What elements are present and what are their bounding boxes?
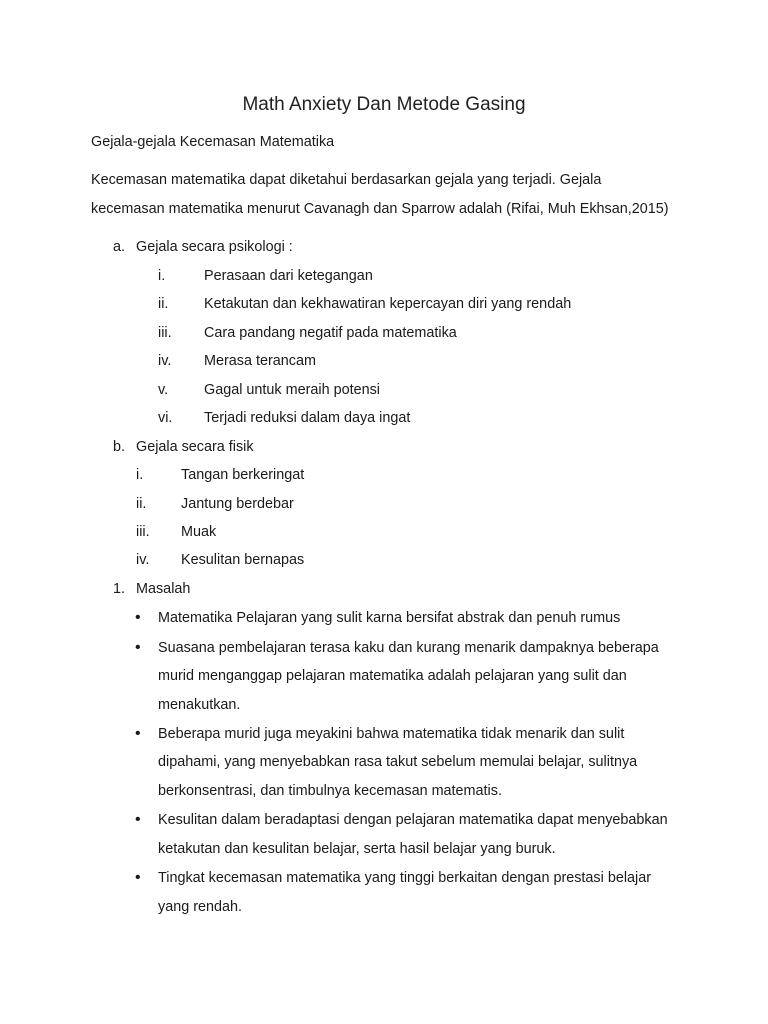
list-item: Ketakutan dan kekhawatiran kepercayan diri yang rendah (204, 296, 572, 312)
subheading: Gejala-gejala Kecemasan Matematika (91, 134, 335, 150)
document-title: Math Anxiety Dan Metode Gasing (242, 94, 526, 115)
bullet-text: ketakutan dan kesulitan belajar, serta hasil belajar yang buruk. (158, 841, 556, 857)
bullet-icon: • (135, 609, 141, 626)
list-marker: ii. (136, 496, 147, 512)
list-item: Gagal untuk meraih potensi (204, 382, 380, 398)
bullet-text: dipahami, yang menyebabkan rasa takut sebelum memulai belajar, sulitnya (158, 754, 638, 770)
bullet-text: Beberapa murid juga meyakini bahwa matematika tidak menarik dan sulit (158, 726, 625, 742)
intro-line-2: kecemasan matematika menurut Cavanagh dan Sparrow adalah (Rifai, Muh Ekhsan,2015) (91, 201, 669, 217)
list-marker: iv. (136, 552, 150, 568)
section-b-label: Gejala secara fisik (136, 439, 254, 455)
list-item: Cara pandang negatif pada matematika (204, 325, 457, 341)
bullet-icon: • (135, 639, 141, 656)
list-marker-1: 1. (113, 581, 126, 597)
list-marker: ii. (158, 296, 169, 312)
intro-line-1: Kecemasan matematika dapat diketahui berdasarkan gejala yang terjadi. Gejala (91, 172, 602, 188)
bullet-text: yang rendah. (158, 899, 243, 915)
bullet-text: Kesulitan dalam beradaptasi dengan pelajaran matematika dapat menyebabkan (158, 812, 668, 828)
section-1-label: Masalah (136, 581, 191, 597)
list-marker: vi. (158, 410, 173, 426)
list-item: Terjadi reduksi dalam daya ingat (204, 410, 411, 426)
bullet-text: murid menganggap pelajaran matematika adalah pelajaran yang sulit dan (158, 668, 627, 684)
list-item: Muak (181, 524, 217, 540)
bullet-icon: • (135, 811, 141, 828)
list-marker: iv. (158, 353, 172, 369)
bullet-text: berkonsentrasi, dan timbulnya kecemasan matematis. (158, 783, 502, 799)
list-marker: iii. (136, 524, 150, 540)
list-marker-b: b. (113, 439, 126, 455)
list-marker-a: a. (113, 239, 126, 255)
list-marker: i. (158, 268, 166, 284)
bullet-text: Suasana pembelajaran terasa kaku dan kurang menarik dampaknya beberapa (158, 640, 659, 656)
list-marker: iii. (158, 325, 172, 341)
bullet-text: Tingkat kecemasan matematika yang tinggi berkaitan dengan prestasi belajar (158, 870, 652, 886)
list-item: Tangan berkeringat (181, 467, 305, 483)
list-item: Kesulitan bernapas (181, 552, 305, 568)
bullet-icon: • (135, 869, 141, 886)
list-marker: i. (136, 467, 144, 483)
section-a-label: Gejala secara psikologi : (136, 239, 293, 255)
list-item: Jantung berdebar (181, 496, 294, 512)
bullet-text: menakutkan. (158, 697, 241, 713)
list-item: Perasaan dari ketegangan (204, 268, 373, 284)
bullet-text: Matematika Pelajaran yang sulit karna bersifat abstrak dan penuh rumus (158, 610, 621, 626)
list-marker: v. (158, 382, 169, 398)
bullet-icon: • (135, 725, 141, 742)
list-item: Merasa terancam (204, 353, 316, 369)
